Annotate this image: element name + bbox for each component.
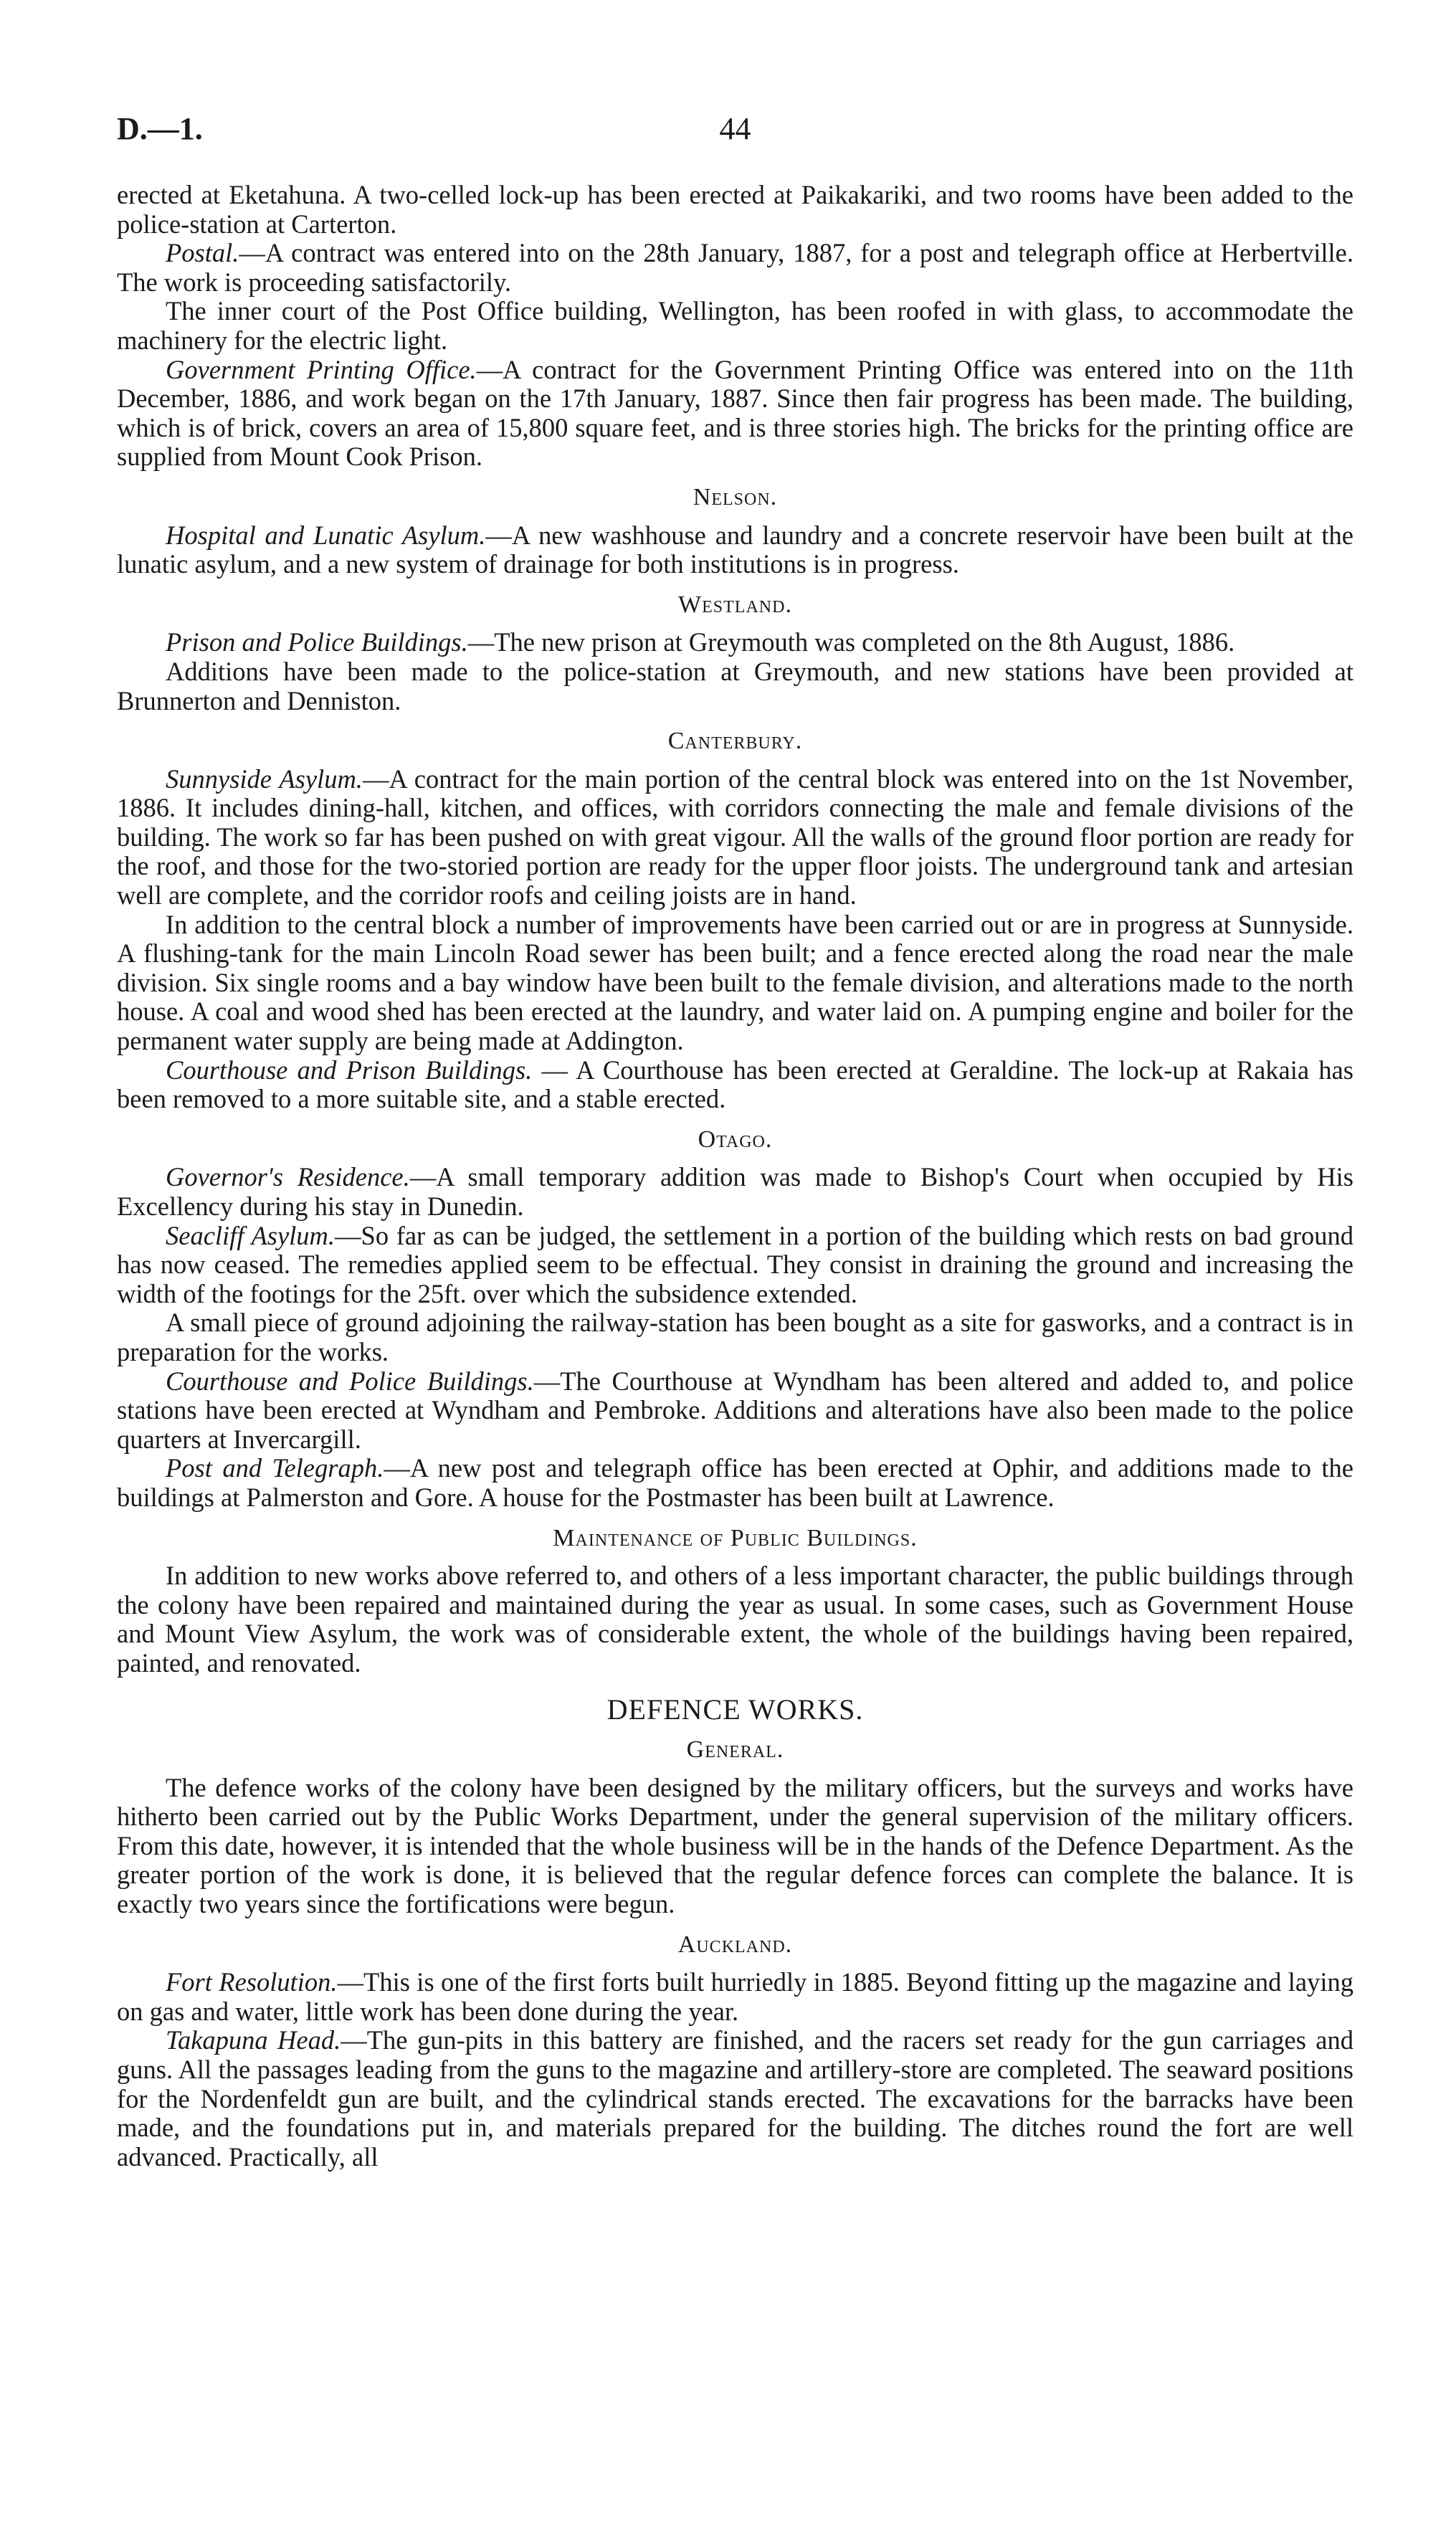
paragraph <box>117 1056 1353 1114</box>
section-heading-maintenance: Maintenance of Public Buildings. <box>553 1524 918 1551</box>
paragraph: Additions have been made to the police-station at Greymouth, and new stations have been provided at Brunnerton and Denniston. <box>117 656 1353 715</box>
paragraph-title: Hospital and Lunatic Asylum. <box>166 520 486 550</box>
paragraph <box>117 2026 1353 2172</box>
paragraph-text: —A small temporary addition was made to Bishop's Court when occupied by His Excellency during his stay in Dunedin. <box>117 1162 1353 1221</box>
paragraph-title: Courthouse and Police Buildings. <box>166 1366 534 1396</box>
section-heading-canterbury: Canterbury. <box>667 728 803 755</box>
paragraph-title: Seacliff Asylum. <box>166 1220 336 1250</box>
document-reference: D.—1. <box>117 111 203 146</box>
paragraph-title: Courthouse and Prison Buildings. <box>166 1055 533 1085</box>
paragraph-title: Post and Telegraph. <box>166 1453 384 1483</box>
document-page <box>117 111 1354 2172</box>
paragraph-text: —A new post and telegraph office has been erected at Ophir, and additions made to the buildings at Palmerston and Gore. A house for the Postmaster has been built at Lawrence. <box>117 1453 1353 1512</box>
paragraph-title: Sunnyside Asylum. <box>166 764 363 794</box>
paragraph-title: Prison and Police Buildings. <box>166 627 468 657</box>
paragraph-text: —A new washhouse and laundry and a concrete reservoir have been built at the lunatic asylum, and a new system of drainage for both institutions is in progress. <box>117 520 1353 579</box>
paragraph <box>117 1454 1353 1512</box>
paragraph <box>117 628 1353 657</box>
page-number: 44 <box>719 111 751 146</box>
paragraph <box>117 239 1353 297</box>
subsection-heading-general: General. <box>686 1736 784 1764</box>
paragraph: A small piece of ground adjoining the railway-station has been bought as a site for gasworks, and a contract is in preparation for the works. <box>117 1308 1353 1366</box>
paragraph: The defence works of the colony have been designed by the military officers, but the surveys and works have hitherto been carried out by the Public Works Department, under the general supervision of the military officers. From this date, however, it is intended that the whole business will be in the hands of the Defence Department. As the greater portion of the work is done, it is believed that the regular defence forces can complete the balance. It is exactly two years since the fortifications were begun. <box>117 1772 1353 1919</box>
paragraph-title: Postal. <box>166 238 239 268</box>
paragraph-text: —The Courthouse at Wyndham has been altered and added to, and police stations have been erected at Wyndham and Pembroke. Additions and alterations have also been made to the police quarters at Invercargill. <box>117 1366 1354 1454</box>
paragraph-title: Government Printing Office. <box>166 354 477 384</box>
subsection-heading-auckland: Auckland. <box>677 1931 793 1958</box>
section-heading-defence-works: DEFENCE WORKS. <box>606 1693 864 1726</box>
paragraph: erected at Eketahuna. A two-celled lock-up has been erected at Paikakariki, and two rooms have been added to the police-station at Carterton. <box>117 180 1353 239</box>
paragraph <box>117 1222 1353 1309</box>
section-heading-otago: Otago. <box>698 1126 773 1153</box>
paragraph <box>117 1163 1353 1221</box>
paragraph <box>117 356 1353 472</box>
section-heading-nelson: Nelson. <box>693 483 778 510</box>
paragraph-text: —The gun-pits in this battery are finished, and the racers set ready for the gun carriages and guns. All the passages leading from the guns to the magazine and artillery-store are completed. The seaward positions for the Nordenfeldt gun are built, and the cylindrical stands erected. The excavations for the barracks have been made, and the foundations put in, and materials prepared for the building. The ditches round the fort are well advanced. Practically, all <box>117 2025 1353 2172</box>
paragraph-text: —A contract for the main portion of the central block was entered into on the 1st November, 1886. It includes dining-hall, kitchen, and offices, with corridors connecting the male and female divisions of the building. The work so far has been pushed on with great vigour. All the walls of the ground floor portion are ready for the roof, and those for the two-storied portion are ready for the upper floor joists. The underground tank and artesian well are complete, and the corridor roofs and ceiling joists are in hand. <box>117 764 1353 910</box>
paragraph-text: —A contract was entered into on the 28th January, 1887, for a post and telegraph office at Herbertville. The work is proceeding satisfactorily. <box>117 238 1353 297</box>
paragraph <box>117 521 1353 579</box>
paragraph-title: Fort Resolution. <box>166 1967 338 1997</box>
paragraph <box>117 1367 1353 1455</box>
section-heading-westland: Westland. <box>678 591 792 618</box>
paragraph-text: —This is one of the first forts built hurriedly in 1885. Beyond fitting up the magazine and laying on gas and water, little work has been done during the year. <box>117 1967 1353 2026</box>
paragraph <box>117 765 1353 910</box>
paragraph <box>117 1968 1353 2026</box>
paragraph-title: Takapuna Head. <box>166 2025 341 2055</box>
paragraph-title: Governor's Residence. <box>166 1162 410 1192</box>
paragraph: In addition to new works above referred to, and others of a less important character, the public buildings through the colony have been repaired and maintained during the year as usual. In some cases, such as Government House and Mount View Asylum, the work was of considerable extent, the whole of the buildings having been repaired, painted, and renovated. <box>117 1561 1353 1678</box>
paragraph: The inner court of the Post Office building, Wellington, has been roofed in with glass, to accommodate the machinery for the electric light. <box>117 296 1353 355</box>
page-header <box>117 111 1353 158</box>
paragraph: In addition to the central block a number of improvements have been carried out or are in progress at Sunnyside. A flushing-tank for the main Lincoln Road sewer has been built; and a fence erected along the road near the male division. Six single rooms and a bay window have been built to the female division, and alterations made to the north house. A coal and wood shed has been erected at the laundry, and water laid on. A pumping engine and boiler for the permanent water supply are being made at Addington. <box>117 909 1353 1056</box>
paragraph-text: — A Courthouse has been erected at Geraldine. The lock-up at Rakaia has been removed to a more suitable site, and a stable erected. <box>117 1055 1353 1114</box>
paragraph-text: —A contract for the Government Printing Office was entered into on the 11th December, 1886, and work began on the 17th January, 1887. Since then fair progress has been made. The building, which is of brick, covers an area of 15,800 square feet, and is three stories high. The bricks for the printing office are supplied from Mount Cook Prison. <box>117 354 1353 472</box>
paragraph-text: —The new prison at Greymouth was completed on the 8th August, 1886. <box>467 627 1235 657</box>
paragraph-text: —So far as can be judged, the settlement in a portion of the building which rests on bad ground has now ceased. The remedies applied seem to be effectual. They consist in draining the ground and increasing the width of the footings for the 25ft. over which the subsidence extended. <box>117 1220 1353 1308</box>
